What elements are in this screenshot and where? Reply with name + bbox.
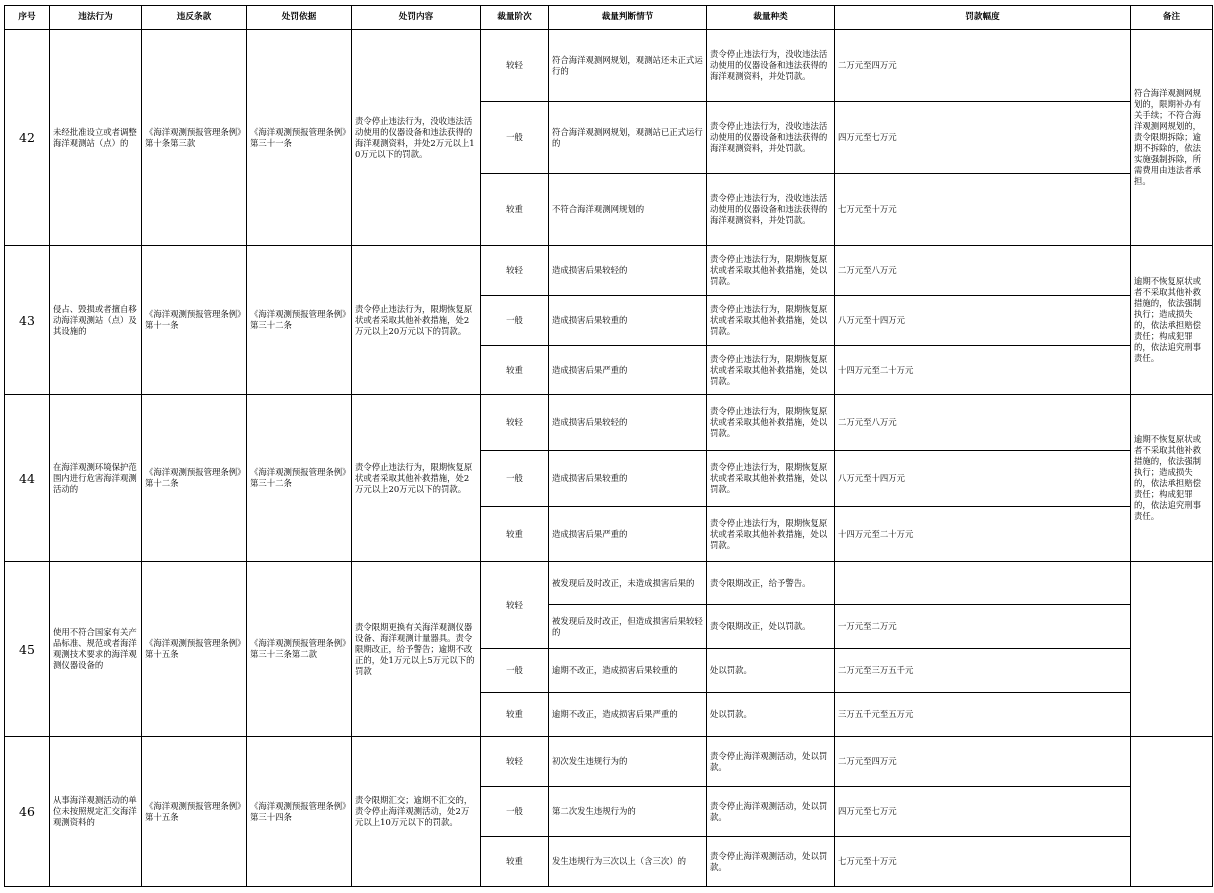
violation-behavior: 使用不符合国家有关产品标准、规范或者海洋观测技术要求的海洋观测仪器设备的 xyxy=(50,562,142,737)
col-header: 备注 xyxy=(1131,6,1213,30)
remark: 符合海洋观测网规划的，限期补办有关手续；不符合海洋观测网规划的，责令限期拆除；逾期不拆除的，依法实施强制拆除，所需费用由违法者承担。 xyxy=(1131,30,1213,246)
discretion-circumstance: 被发现后及时改正，但造成损害后果较轻的 xyxy=(549,605,707,649)
discretion-circumstance: 不符合海洋观测网规划的 xyxy=(549,174,707,246)
discretion-level: 较重 xyxy=(481,507,549,562)
fine-range xyxy=(835,562,1131,605)
col-header: 违反条款 xyxy=(142,6,247,30)
fine-range: 七万元至十万元 xyxy=(835,174,1131,246)
discretion-circumstance: 造成损害后果较轻的 xyxy=(549,246,707,296)
remark: 逾期不恢复原状或者不采取其他补救措施的，依法强制执行；造成损失的，依法承担赔偿责任；构成犯罪的，依法追究刑事责任。 xyxy=(1131,395,1213,562)
discretion-kind: 责令停止违法行为，没收违法活动使用的仪器设备和违法获得的海洋观测资料，并处罚款。 xyxy=(707,174,835,246)
violation-behavior: 侵占、毁损或者擅自移动海洋观测站（点）及其设施的 xyxy=(50,246,142,395)
discretion-kind: 责令停止违法行为，限期恢复原状或者采取其他补救措施，处以罚款。 xyxy=(707,395,835,451)
violated-clause: 《海洋观测预报管理条例》第十条第三款 xyxy=(142,30,247,246)
penalty-content: 责令停止违法行为，限期恢复原状或者采取其他补救措施，处2万元以上20万元以下的罚款。 xyxy=(352,395,481,562)
penalty-basis: 《海洋观测预报管理条例》第三十四条 xyxy=(247,737,352,887)
discretion-circumstance: 被发现后及时改正，未造成损害后果的 xyxy=(549,562,707,605)
remark xyxy=(1131,737,1213,887)
discretion-kind: 处以罚款。 xyxy=(707,693,835,737)
penalty-basis: 《海洋观测预报管理条例》第三十二条 xyxy=(247,246,352,395)
discretion-level: 一般 xyxy=(481,296,549,346)
discretion-circumstance: 初次发生违规行为的 xyxy=(549,737,707,787)
col-header: 裁量阶次 xyxy=(481,6,549,30)
penalty-content: 责令停止违法行为，没收违法活动使用的仪器设备和违法获得的海洋观测资料，并处2万元以上10万元以下的罚款。 xyxy=(352,30,481,246)
col-header: 处罚依据 xyxy=(247,6,352,30)
penalty-basis: 《海洋观测预报管理条例》第三十二条 xyxy=(247,395,352,562)
fine-range: 七万元至十万元 xyxy=(835,837,1131,887)
discretion-level: 较轻 xyxy=(481,395,549,451)
discretion-kind: 责令停止违法行为，限期恢复原状或者采取其他补救措施，处以罚款。 xyxy=(707,296,835,346)
discretion-circumstance: 第二次发生违规行为的 xyxy=(549,787,707,837)
table-row xyxy=(5,562,1213,605)
item-number: 45 xyxy=(5,562,50,737)
discretion-circumstance: 造成损害后果严重的 xyxy=(549,507,707,562)
penalty-basis: 《海洋观测预报管理条例》第三十一条 xyxy=(247,30,352,246)
discretion-level: 较重 xyxy=(481,693,549,737)
discretion-level: 一般 xyxy=(481,787,549,837)
discretion-level: 一般 xyxy=(481,451,549,507)
col-header: 序号 xyxy=(5,6,50,30)
fine-range: 二万元至四万元 xyxy=(835,30,1131,102)
discretion-kind: 责令停止违法行为，限期恢复原状或者采取其他补救措施，处以罚款。 xyxy=(707,451,835,507)
violation-behavior: 从事海洋观测活动的单位未按照规定汇交海洋观测资料的 xyxy=(50,737,142,887)
discretion-level: 较轻 xyxy=(481,246,549,296)
discretion-kind: 责令停止违法行为，限期恢复原状或者采取其他补救措施，处以罚款。 xyxy=(707,346,835,395)
fine-range: 二万元至三万五千元 xyxy=(835,649,1131,693)
fine-range: 八万元至十四万元 xyxy=(835,451,1131,507)
discretion-level: 较轻 xyxy=(481,737,549,787)
col-header: 裁量判断情节 xyxy=(549,6,707,30)
violation-behavior: 在海洋观测环境保护范围内进行危害海洋观测活动的 xyxy=(50,395,142,562)
item-number: 43 xyxy=(5,246,50,395)
remark xyxy=(1131,562,1213,737)
table-row xyxy=(5,30,1213,102)
item-number: 44 xyxy=(5,395,50,562)
discretion-level: 较重 xyxy=(481,837,549,887)
fine-range: 三万五千元至五万元 xyxy=(835,693,1131,737)
violation-behavior: 未经批准设立或者调整海洋观测站（点）的 xyxy=(50,30,142,246)
discretion-level: 较重 xyxy=(481,174,549,246)
discretion-circumstance: 造成损害后果较重的 xyxy=(549,451,707,507)
table-row xyxy=(5,395,1213,451)
discretion-kind: 责令限期改正，处以罚款。 xyxy=(707,605,835,649)
discretion-circumstance: 符合海洋观测网规划，观测站还未正式运行的 xyxy=(549,30,707,102)
discretion-circumstance: 逾期不改正，造成损害后果严重的 xyxy=(549,693,707,737)
table-row xyxy=(5,737,1213,787)
remark: 逾期不恢复原状或者不采取其他补救措施的，依法强制执行；造成损失的，依法承担赔偿责任；构成犯罪的，依法追究刑事责任。 xyxy=(1131,246,1213,395)
penalty-content: 责令限期汇交；逾期不汇交的，责令停止海洋观测活动，处2万元以上10万元以下的罚款。 xyxy=(352,737,481,887)
col-header: 处罚内容 xyxy=(352,6,481,30)
header-row xyxy=(5,6,1213,30)
discretion-kind: 责令停止海洋观测活动，处以罚款。 xyxy=(707,837,835,887)
violated-clause: 《海洋观测预报管理条例》第十一条 xyxy=(142,246,247,395)
discretion-circumstance: 造成损害后果较重的 xyxy=(549,296,707,346)
fine-range: 二万元至四万元 xyxy=(835,737,1131,787)
discretion-circumstance: 符合海洋观测网规划，观测站已正式运行的 xyxy=(549,102,707,174)
fine-range: 四万元至七万元 xyxy=(835,787,1131,837)
fine-range: 四万元至七万元 xyxy=(835,102,1131,174)
item-number: 46 xyxy=(5,737,50,887)
penalty-basis: 《海洋观测预报管理条例》第三十三条第二款 xyxy=(247,562,352,737)
col-header: 违法行为 xyxy=(50,6,142,30)
discretion-kind: 责令停止违法行为，没收违法活动使用的仪器设备和违法获得的海洋观测资料，并处罚款。 xyxy=(707,102,835,174)
discretion-circumstance: 逾期不改正，造成损害后果较重的 xyxy=(549,649,707,693)
discretion-circumstance: 造成损害后果严重的 xyxy=(549,346,707,395)
penalty-table xyxy=(4,5,1213,887)
col-header: 罚款幅度 xyxy=(835,6,1131,30)
discretion-circumstance: 发生违规行为三次以上（含三次）的 xyxy=(549,837,707,887)
discretion-kind: 处以罚款。 xyxy=(707,649,835,693)
discretion-level: 较重 xyxy=(481,346,549,395)
violated-clause: 《海洋观测预报管理条例》第十二条 xyxy=(142,395,247,562)
fine-range: 一万元至二万元 xyxy=(835,605,1131,649)
discretion-kind: 责令停止违法行为，没收违法活动使用的仪器设备和违法获得的海洋观测资料，并处罚款。 xyxy=(707,30,835,102)
violated-clause: 《海洋观测预报管理条例》第十五条 xyxy=(142,562,247,737)
fine-range: 十四万元至二十万元 xyxy=(835,507,1131,562)
item-number: 42 xyxy=(5,30,50,246)
discretion-kind: 责令停止海洋观测活动，处以罚款。 xyxy=(707,787,835,837)
penalty-content: 责令停止违法行为，限期恢复原状或者采取其他补救措施，处2万元以上20万元以下的罚款。 xyxy=(352,246,481,395)
discretion-kind: 责令限期改正，给予警告。 xyxy=(707,562,835,605)
discretion-kind: 责令停止违法行为，限期恢复原状或者采取其他补救措施，处以罚款。 xyxy=(707,246,835,296)
discretion-kind: 责令停止违法行为，限期恢复原状或者采取其他补救措施，处以罚款。 xyxy=(707,507,835,562)
fine-range: 八万元至十四万元 xyxy=(835,296,1131,346)
fine-range: 二万元至八万元 xyxy=(835,246,1131,296)
discretion-level: 较轻 xyxy=(481,30,549,102)
discretion-level: 一般 xyxy=(481,649,549,693)
discretion-level: 较轻 xyxy=(481,562,549,649)
fine-range: 二万元至八万元 xyxy=(835,395,1131,451)
discretion-circumstance: 造成损害后果较轻的 xyxy=(549,395,707,451)
penalty-content: 责令限期更换有关海洋观测仪器设备、海洋观测计量器具。责令限期改正，给予警告；逾期不改正的，处1万元以上5万元以下的罚款 xyxy=(352,562,481,737)
col-header: 裁量种类 xyxy=(707,6,835,30)
table-row xyxy=(5,246,1213,296)
discretion-kind: 责令停止海洋观测活动，处以罚款。 xyxy=(707,737,835,787)
discretion-level: 一般 xyxy=(481,102,549,174)
fine-range: 十四万元至二十万元 xyxy=(835,346,1131,395)
violated-clause: 《海洋观测预报管理条例》第十五条 xyxy=(142,737,247,887)
